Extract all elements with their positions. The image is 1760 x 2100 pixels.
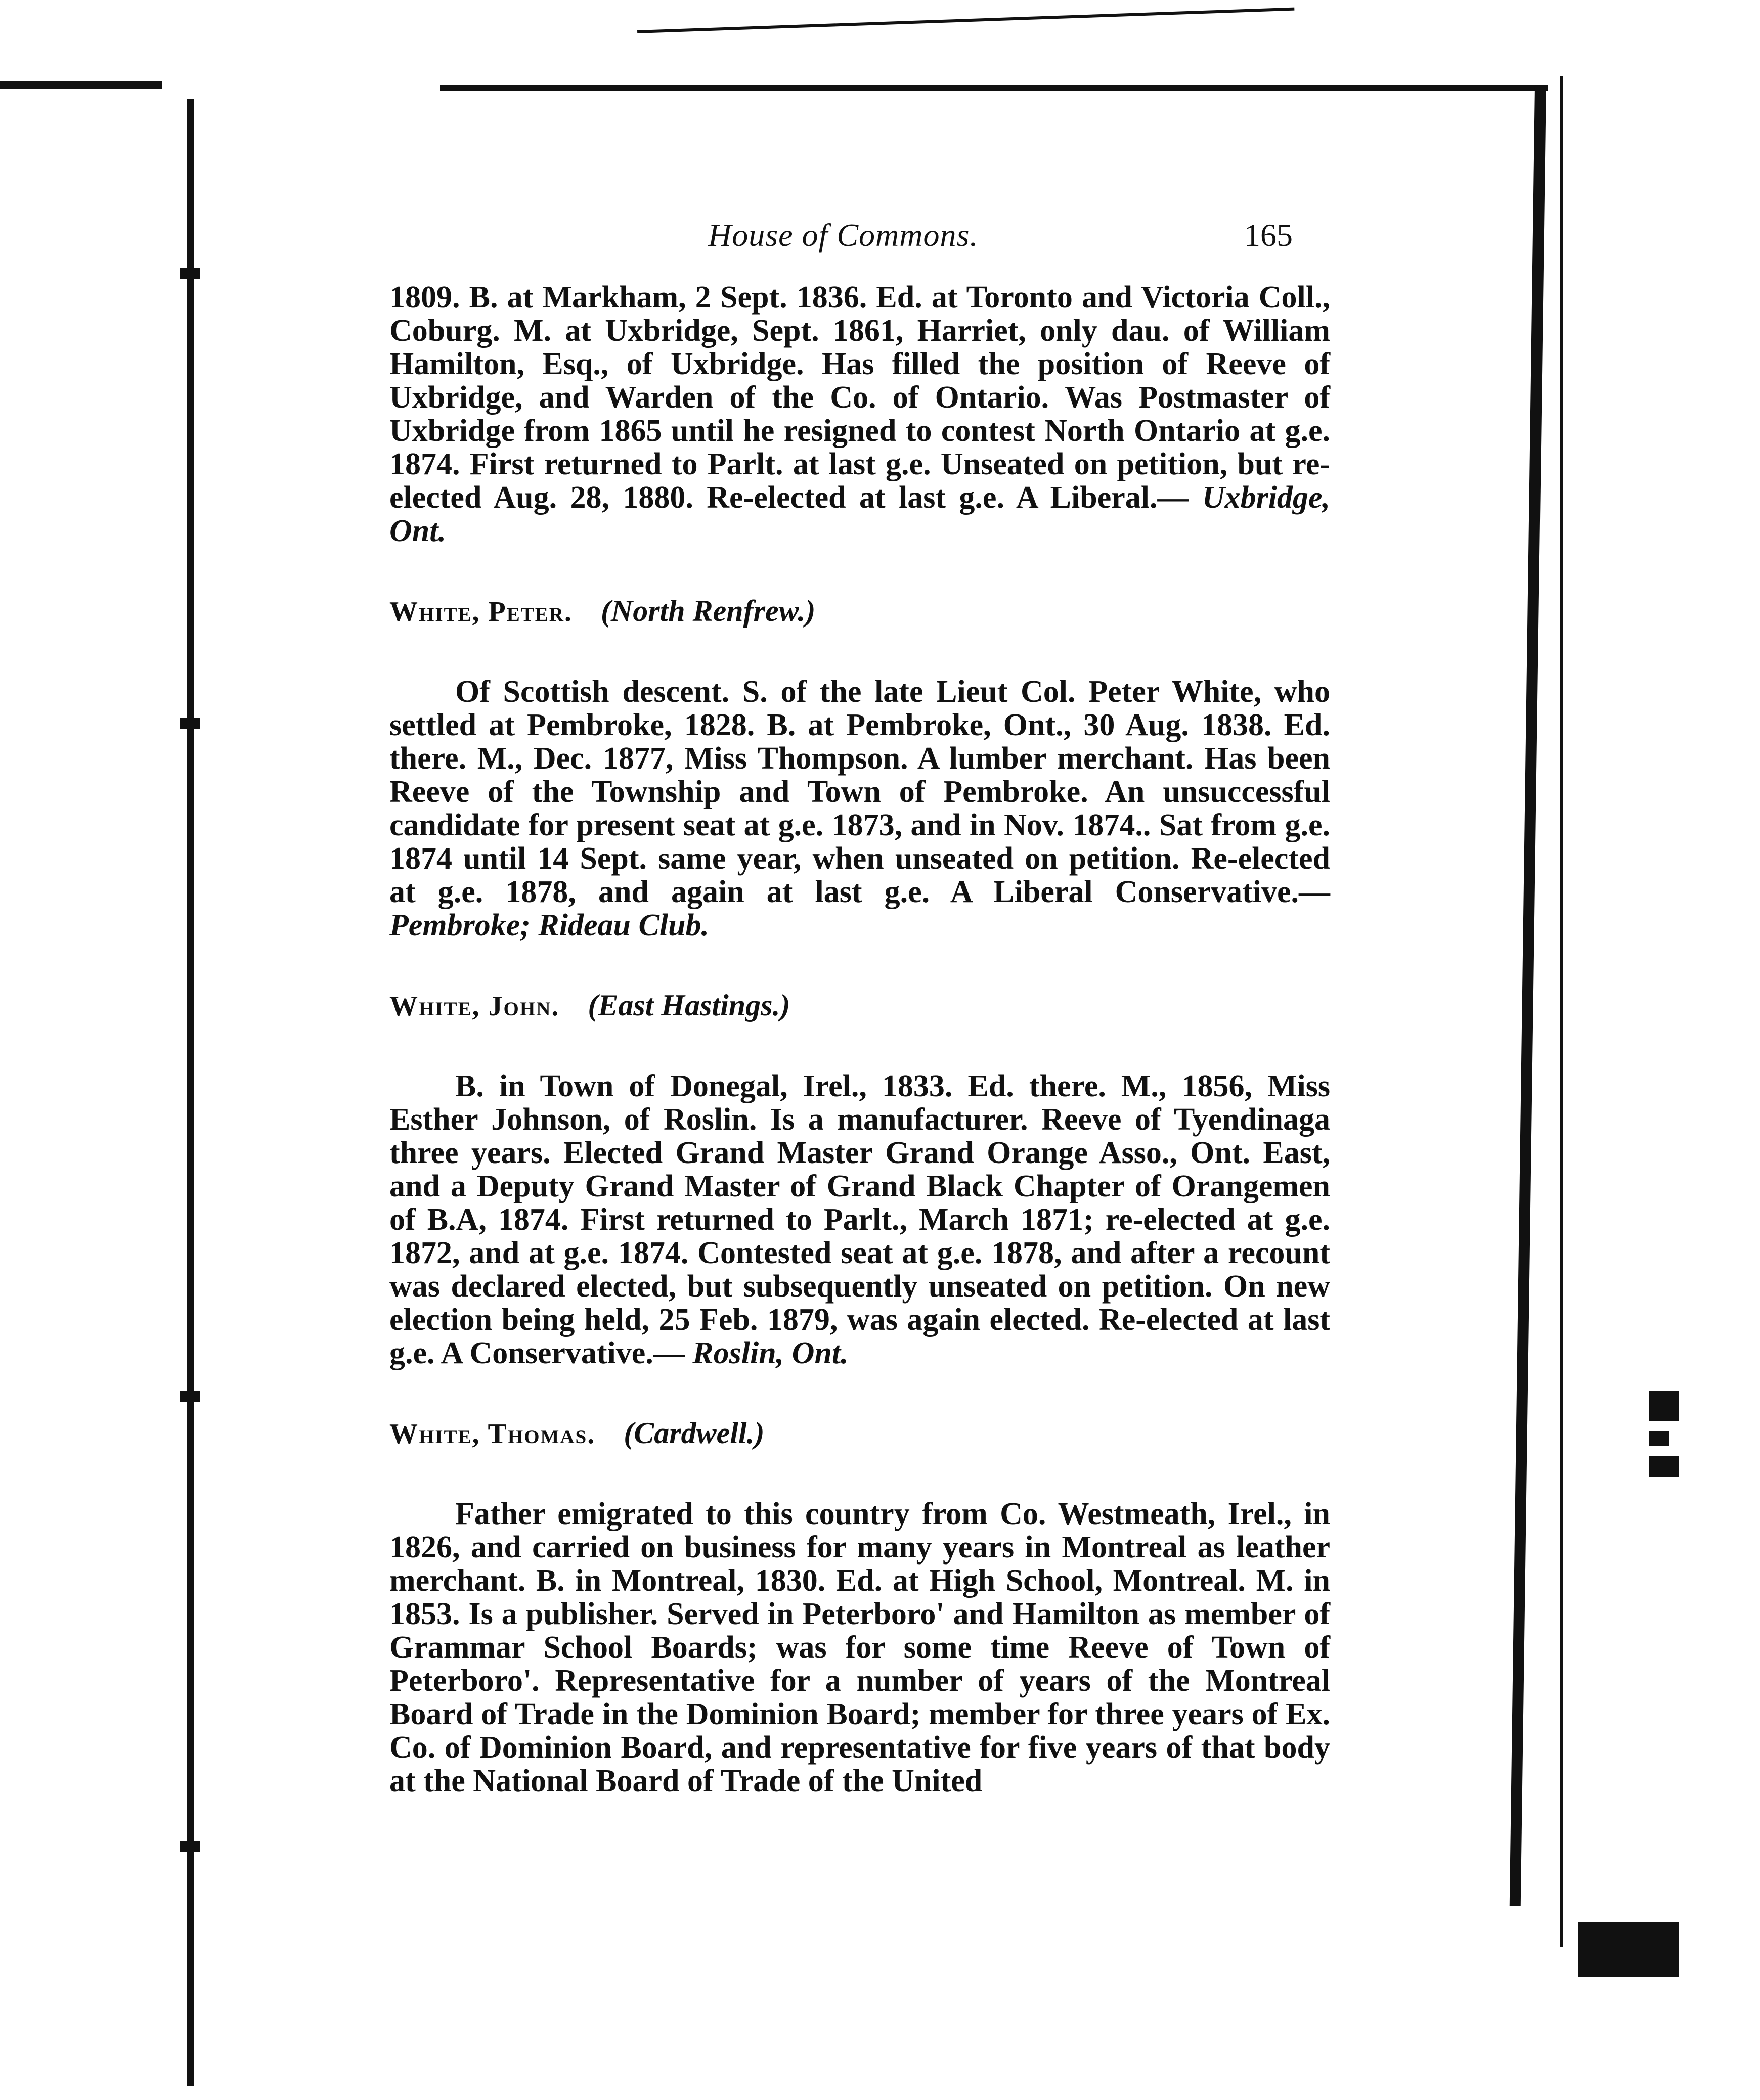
entry-heading <box>389 989 1330 1023</box>
entry-continuation <box>389 281 1330 548</box>
scan-rule <box>440 85 1548 91</box>
text-column <box>389 281 1330 1798</box>
entry-heading <box>389 1416 1330 1451</box>
entry-address: Uxbridge, Ont. <box>389 480 1331 548</box>
entry-paragraph <box>389 1497 1330 1798</box>
page-edge <box>1560 76 1563 1947</box>
entry-paragraph <box>389 675 1330 942</box>
scan-smudge <box>180 1391 200 1402</box>
entry-paragraph <box>389 1069 1330 1370</box>
entry-address: Roslin, Ont. <box>692 1336 849 1370</box>
entry-heading <box>389 594 1330 629</box>
entry-riding: (Cardwell.) <box>624 1416 765 1450</box>
scan-smudge <box>1649 1431 1669 1446</box>
scan-smudge <box>180 268 200 279</box>
page-number: 165 <box>1244 217 1293 253</box>
entry-text: 1809. B. at Markham, 2 Sept. 1836. Ed. at Toronto and Victoria Coll., Coburg. M. at Uxbridge, Sept. 1861, Harriet, only dau. of William Hamilton, Esq., of Uxbridge. Has filled the position of Reeve of Uxbridge, and Warden of the Co. of Ontario. Was Postmaster of Uxbridge from 1865 until he resigned to contest North Ontario at g.e. 1874. First returned to Parlt. at last g.e. Unseated on petition, but re-elected Aug. 28, 1880. Re-elected at last g.e. A Liberal.— <box>389 280 1330 515</box>
page-binding-edge <box>187 99 194 2086</box>
entry-text: B. in Town of Donegal, Irel., 1833. Ed. there. M., 1856, Miss Esther Johnson, of Roslin. Is a manufacturer. Reeve of Tyendinaga three years. Elected Grand Master Grand Orange Asso., Ont. East, and a Deputy Grand Master of Grand Black Chapter of Orangemen of B.A, 1874. First returned to Parlt., March 1871; re-elected at g.e. 1872, and at g.e. 1874. Contested seat at g.e. 1878, and after a recount was declared elected, but subsequently unseated on petition. On new election being held, 25 Feb. 1879, was again elected. Re-elected at last g.e. A Conservative.— <box>389 1069 1330 1370</box>
page-binding-edge <box>1510 86 1546 1906</box>
scan-smudge <box>1578 1922 1679 1977</box>
entry-name: White, Peter. <box>389 596 573 628</box>
scan-smudge <box>1649 1456 1679 1477</box>
scan-rule <box>637 8 1294 33</box>
page-header <box>0 207 1760 263</box>
entry-riding: (North Renfrew.) <box>600 594 816 628</box>
scan-rule <box>0 81 162 89</box>
scan-smudge <box>180 718 200 729</box>
scan-smudge <box>1649 1391 1679 1421</box>
entry-name: White, Thomas. <box>389 1418 596 1450</box>
running-head: House of Commons. <box>708 217 979 253</box>
entry-name: White, John. <box>389 991 560 1022</box>
scan-smudge <box>180 1841 200 1852</box>
entry-text: Father emigrated to this country from Co. Westmeath, Irel., in 1826, and carried on business for many years in Montreal as leather merchant. B. in Montreal, 1830. Ed. at High School, Montreal. M. in 1853. Is a publisher. Served in Peterboro' and Hamilton as member of Grammar School Boards; was for some time Reeve of Town of Peterboro'. Representative for a number of years of the Montreal Board of Trade in the Dominion Board; member for three years of Ex. Co. of Dominion Board, and representative for five years of that body at the National Board of Trade of the United <box>389 1497 1330 1798</box>
entry-riding: (East Hastings.) <box>588 989 790 1022</box>
entry-address: Pembroke; Rideau Club. <box>389 908 710 943</box>
entry-text: Of Scottish descent. S. of the late Lieut Col. Peter White, who settled at Pembroke, 1828. B. at Pembroke, Ont., 30 Aug. 1838. Ed. there. M., Dec. 1877, Miss Thompson. A lumber merchant. Has been Reeve of the Township and Town of Pembroke. An unsuccessful candidate for present seat at g.e. 1873, and in Nov. 1874.. Sat from g.e. 1874 until 14 Sept. same year, when unseated on petition. Re-elected at g.e. 1878, and again at last g.e. A Liberal Conservative.— <box>389 675 1330 909</box>
